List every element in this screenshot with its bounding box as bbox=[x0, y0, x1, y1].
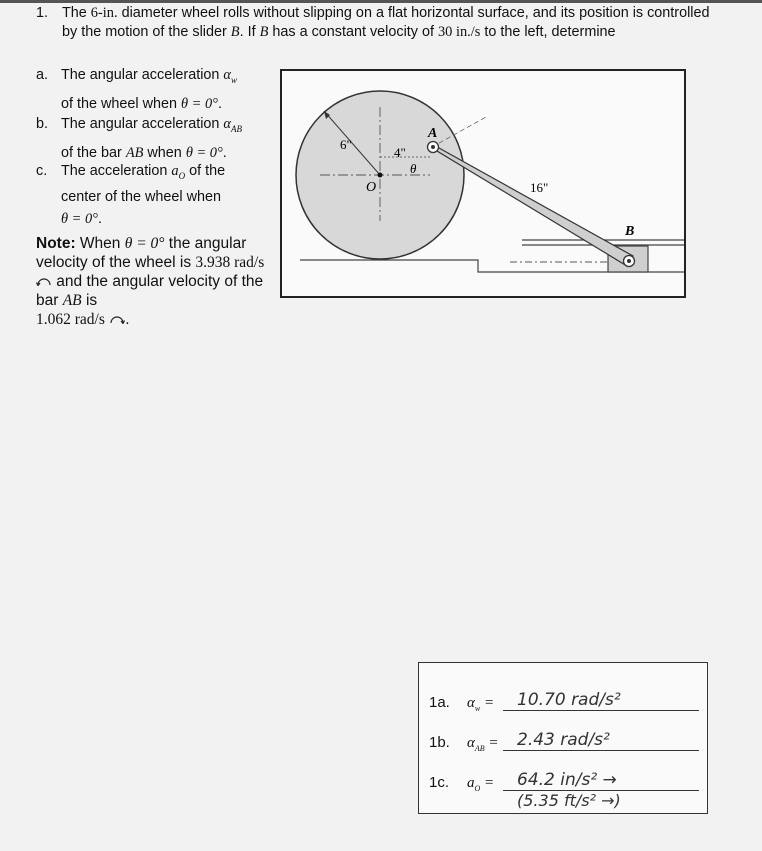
note-end: . bbox=[125, 311, 130, 328]
answer-1a-sub: w bbox=[474, 704, 481, 713]
answer-1b-value: 2.43 rad/s² bbox=[517, 730, 610, 750]
problem-statement bbox=[36, 4, 716, 42]
note-condition: θ = 0° bbox=[124, 235, 165, 252]
note-wheel-velocity: 3.938 rad/s bbox=[195, 254, 265, 271]
part-a-body bbox=[61, 63, 266, 116]
part-c-label: c. bbox=[36, 163, 48, 179]
part-b-text-3: when bbox=[143, 144, 186, 161]
problem-text-b: diameter wheel rolls without slipping on a flat horizontal surface, and its position is controlled by the motion of the slider bbox=[62, 5, 710, 40]
note-text-1: When bbox=[75, 235, 125, 252]
theta-label: θ bbox=[410, 161, 417, 176]
distance-label: 4" bbox=[394, 145, 406, 160]
answer-row-1b bbox=[429, 727, 699, 757]
part-c-end: . bbox=[97, 210, 102, 227]
part-c-subscript: O bbox=[178, 170, 186, 181]
ccw-arrow-icon bbox=[36, 273, 52, 290]
part-c-condition: θ = 0° bbox=[61, 210, 98, 227]
note-text-4: is bbox=[81, 292, 98, 309]
answer-1a-label: 1a. bbox=[429, 694, 450, 711]
part-b-label: b. bbox=[36, 116, 49, 132]
part-c-symbol: a bbox=[171, 163, 179, 179]
note bbox=[36, 234, 268, 329]
part-c-text-b: of the bbox=[185, 163, 226, 179]
answer-1b-label: 1b. bbox=[429, 734, 450, 751]
answer-1b-sym: α bbox=[467, 735, 475, 751]
cw-arrow-icon bbox=[109, 311, 125, 328]
answer-1c-symbol: $a_O$ = bbox=[467, 775, 495, 793]
part-a-end: . bbox=[217, 95, 222, 112]
part-b-bar: AB bbox=[125, 144, 144, 161]
mechanism-diagram bbox=[282, 71, 684, 296]
top-rule bbox=[0, 0, 762, 3]
answer-1c-sym: a bbox=[467, 775, 475, 791]
part-b bbox=[36, 112, 266, 165]
part-b-text-2: of the bar bbox=[61, 144, 126, 161]
part-c-text: The acceleration bbox=[61, 163, 172, 179]
answer-1a-sym: α bbox=[467, 695, 475, 711]
answer-1c-value: 64.2 in/s² → bbox=[517, 770, 617, 790]
radius-label: 6" bbox=[340, 137, 352, 152]
part-c-body bbox=[61, 161, 266, 230]
answer-1a-line bbox=[503, 710, 699, 711]
note-text-3: and the angular velocity of the bar bbox=[36, 273, 264, 309]
problem-slider-2: B bbox=[259, 24, 269, 40]
answer-1a-symbol: $\alpha_w$ = bbox=[467, 695, 495, 713]
part-a-condition: θ = 0° bbox=[181, 95, 218, 112]
answer-1c-sub: O bbox=[474, 784, 481, 793]
problem-number: 1. bbox=[36, 5, 49, 21]
b-label: B bbox=[625, 224, 635, 239]
note-bar-velocity: 1.062 rad/s bbox=[36, 311, 105, 328]
note-label: Note: bbox=[36, 235, 76, 252]
problem-text-e: to the left, determine bbox=[480, 24, 616, 40]
bar-ab bbox=[430, 143, 633, 266]
wheel-center-o bbox=[378, 173, 383, 178]
answer-1b-line bbox=[503, 750, 699, 751]
part-a-text-2: of the wheel when bbox=[61, 95, 182, 112]
part-b-symbol: α bbox=[223, 116, 231, 132]
answer-1b-symbol: $\alpha_{AB}$ = bbox=[467, 735, 499, 753]
answer-row-1a bbox=[429, 687, 699, 717]
answer-1b-sub: AB bbox=[474, 744, 485, 753]
part-b-end: . bbox=[222, 144, 227, 161]
problem-text-c: . If bbox=[239, 24, 260, 40]
part-a-text: The angular acceleration bbox=[61, 67, 224, 83]
answer-box bbox=[418, 662, 708, 814]
o-label: O bbox=[366, 180, 377, 195]
a-label: A bbox=[428, 126, 438, 141]
answer-1c-label: 1c. bbox=[429, 774, 450, 791]
problem-text bbox=[62, 4, 716, 42]
part-b-body bbox=[61, 112, 266, 165]
problem-text-a: The bbox=[62, 5, 91, 21]
part-a-symbol: α bbox=[223, 67, 231, 83]
bar-length-label: 16" bbox=[530, 180, 549, 195]
part-b-subscript: AB bbox=[230, 123, 242, 134]
part-a-subscript: w bbox=[230, 74, 237, 85]
part-b-text: The angular acceleration bbox=[61, 116, 224, 132]
answer-1a-value: 10.70 rad/s² bbox=[517, 690, 621, 710]
part-a-label: a. bbox=[36, 67, 49, 83]
part-a bbox=[36, 63, 266, 116]
note-bar: AB bbox=[62, 292, 82, 309]
answer-1c-alt-value: (5.35 ft/s² →) bbox=[517, 791, 621, 810]
part-c bbox=[36, 161, 266, 230]
problem-diameter: 6-in. bbox=[90, 5, 118, 21]
pin-a-center bbox=[431, 145, 435, 149]
pin-b-center bbox=[627, 259, 631, 263]
note-text-2: the angular velocity of the wheel is bbox=[36, 235, 247, 271]
part-c-text-2: center of the wheel when bbox=[61, 189, 221, 206]
problem-text-d: has a constant velocity of bbox=[268, 24, 438, 40]
part-b-condition: θ = 0° bbox=[185, 144, 223, 161]
mechanism-figure bbox=[280, 69, 686, 298]
problem-slider: B bbox=[230, 24, 240, 40]
problem-velocity: 30 in./s bbox=[437, 24, 481, 40]
